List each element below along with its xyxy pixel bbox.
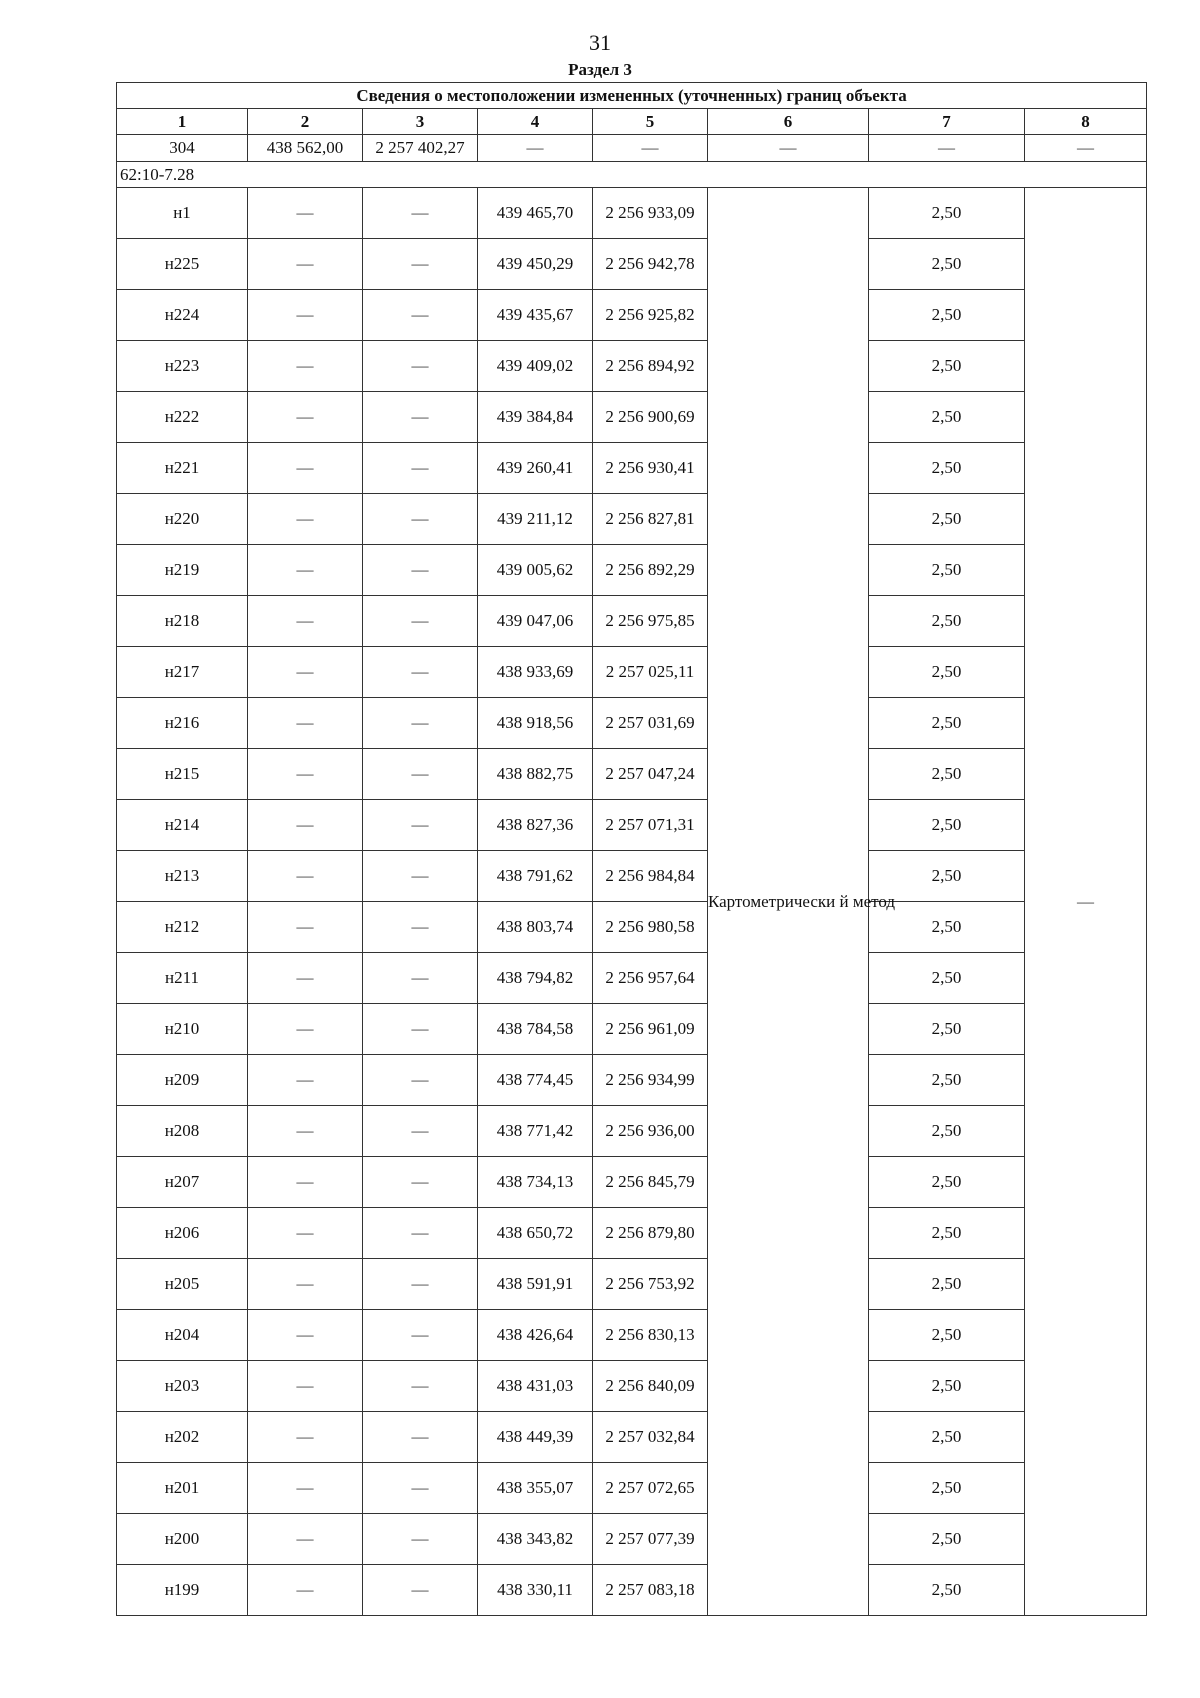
accuracy: 2,50 [869,1004,1025,1055]
accuracy: 2,50 [869,239,1025,290]
table-row [117,392,1147,443]
point-name: н205 [117,1259,248,1310]
new-x: 438 591,91 [478,1259,593,1310]
accuracy: 2,50 [869,188,1025,239]
old-x: — [248,1514,363,1565]
new-x: 438 882,75 [478,749,593,800]
old-y: — [363,1157,478,1208]
new-y: 2 256 930,41 [593,443,708,494]
old-y: — [363,1310,478,1361]
old-y: — [363,851,478,902]
ref-cell: 438 562,00 [248,135,363,162]
accuracy: 2,50 [869,392,1025,443]
column-number: 4 [478,109,593,135]
new-x: 438 794,82 [478,953,593,1004]
new-x: 438 774,45 [478,1055,593,1106]
new-x: 439 465,70 [478,188,593,239]
new-y: 2 256 957,64 [593,953,708,1004]
accuracy: 2,50 [869,1157,1025,1208]
column-number: 5 [593,109,708,135]
new-x: 438 933,69 [478,647,593,698]
old-x: — [248,902,363,953]
new-x: 439 435,67 [478,290,593,341]
new-y: 2 256 925,82 [593,290,708,341]
table-row [117,1361,1147,1412]
new-y: 2 256 936,00 [593,1106,708,1157]
old-y: — [363,800,478,851]
old-x: — [248,1412,363,1463]
new-x: 438 771,42 [478,1106,593,1157]
point-name: н199 [117,1565,248,1616]
old-y: — [363,1361,478,1412]
ref-cell: 304 [117,135,248,162]
old-y: — [363,341,478,392]
point-name: н201 [117,1463,248,1514]
point-name: н1 [117,188,248,239]
accuracy: 2,50 [869,1310,1025,1361]
accuracy: 2,50 [869,800,1025,851]
new-y: 2 256 934,99 [593,1055,708,1106]
accuracy: 2,50 [869,1463,1025,1514]
new-x: 439 260,41 [478,443,593,494]
old-y: — [363,290,478,341]
table-row [117,239,1147,290]
ref-cell: — [869,135,1025,162]
point-name: н216 [117,698,248,749]
new-y: 2 257 071,31 [593,800,708,851]
ref-cell: 2 257 402,27 [363,135,478,162]
table-row [117,953,1147,1004]
column-number: 8 [1025,109,1147,135]
accuracy: 2,50 [869,290,1025,341]
accuracy: 2,50 [869,1361,1025,1412]
column-number: 3 [363,109,478,135]
accuracy: 2,50 [869,1259,1025,1310]
table-row [117,596,1147,647]
column-8-cell: — [1025,188,1147,1616]
point-name: н220 [117,494,248,545]
new-x: 439 409,02 [478,341,593,392]
old-y: — [363,188,478,239]
accuracy: 2,50 [869,1055,1025,1106]
old-x: — [248,545,363,596]
old-x: — [248,647,363,698]
new-y: 2 256 980,58 [593,902,708,953]
old-x: — [248,188,363,239]
old-x: — [248,851,363,902]
new-x: 438 343,82 [478,1514,593,1565]
old-x: — [248,1259,363,1310]
old-y: — [363,239,478,290]
old-x: — [248,1004,363,1055]
new-x: 439 450,29 [478,239,593,290]
old-x: — [248,749,363,800]
accuracy: 2,50 [869,1412,1025,1463]
point-name: н211 [117,953,248,1004]
old-x: — [248,1208,363,1259]
column-number-row [117,109,1147,135]
new-y: 2 256 942,78 [593,239,708,290]
table-row [117,800,1147,851]
column-number: 1 [117,109,248,135]
new-x: 438 449,39 [478,1412,593,1463]
old-y: — [363,1004,478,1055]
accuracy: 2,50 [869,1106,1025,1157]
old-y: — [363,1412,478,1463]
table-row [117,1463,1147,1514]
old-x: — [248,1157,363,1208]
point-name: н218 [117,596,248,647]
new-y: 2 257 083,18 [593,1565,708,1616]
accuracy: 2,50 [869,749,1025,800]
boundary-table [116,82,1147,1616]
new-y: 2 256 840,09 [593,1361,708,1412]
new-y: 2 256 984,84 [593,851,708,902]
point-name: н221 [117,443,248,494]
new-y: 2 256 961,09 [593,1004,708,1055]
old-y: — [363,953,478,1004]
column-number: 7 [869,109,1025,135]
new-x: 438 426,64 [478,1310,593,1361]
new-x: 438 803,74 [478,902,593,953]
old-y: — [363,1106,478,1157]
new-x: 438 431,03 [478,1361,593,1412]
old-y: — [363,698,478,749]
parcel-row [117,162,1147,188]
accuracy: 2,50 [869,698,1025,749]
table-row [117,851,1147,902]
table-row [117,647,1147,698]
old-x: — [248,494,363,545]
point-name: н200 [117,1514,248,1565]
reference-point-row [117,135,1147,162]
caption-row [117,83,1147,109]
accuracy: 2,50 [869,341,1025,392]
ref-cell: — [1025,135,1147,162]
table-row [117,1157,1147,1208]
old-x: — [248,443,363,494]
point-name: н224 [117,290,248,341]
parcel-id: 62:10-7.28 [117,162,1147,188]
new-x: 438 784,58 [478,1004,593,1055]
accuracy: 2,50 [869,902,1025,953]
table-row [117,1208,1147,1259]
table-row [117,1565,1147,1616]
ref-cell: — [593,135,708,162]
column-number: 6 [708,109,869,135]
old-x: — [248,698,363,749]
accuracy: 2,50 [869,1514,1025,1565]
table-row [117,1259,1147,1310]
page-number: 31 [589,30,611,55]
old-x: — [248,1310,363,1361]
table-row [117,1055,1147,1106]
point-name: н202 [117,1412,248,1463]
old-y: — [363,1565,478,1616]
old-x: — [248,290,363,341]
old-y: — [363,1514,478,1565]
old-y: — [363,1463,478,1514]
new-x: 438 355,07 [478,1463,593,1514]
point-name: н206 [117,1208,248,1259]
new-y: 2 256 892,29 [593,545,708,596]
point-name: н222 [117,392,248,443]
accuracy: 2,50 [869,1208,1025,1259]
old-y: — [363,443,478,494]
new-y: 2 257 072,65 [593,1463,708,1514]
new-x: 438 650,72 [478,1208,593,1259]
old-y: — [363,647,478,698]
old-y: — [363,1208,478,1259]
point-name: н207 [117,1157,248,1208]
new-y: 2 256 900,69 [593,392,708,443]
new-y: 2 257 032,84 [593,1412,708,1463]
new-x: 438 330,11 [478,1565,593,1616]
method-cell: Картометрически й метод [708,188,869,1616]
new-x: 439 384,84 [478,392,593,443]
accuracy: 2,50 [869,596,1025,647]
new-y: 2 257 077,39 [593,1514,708,1565]
point-name: н213 [117,851,248,902]
old-y: — [363,494,478,545]
point-name: н219 [117,545,248,596]
table-row [117,1004,1147,1055]
new-x: 438 918,56 [478,698,593,749]
old-x: — [248,800,363,851]
point-name: н217 [117,647,248,698]
new-y: 2 256 830,13 [593,1310,708,1361]
accuracy: 2,50 [869,443,1025,494]
point-name: н215 [117,749,248,800]
table-row [117,749,1147,800]
point-name: н204 [117,1310,248,1361]
table-row [117,698,1147,749]
new-y: 2 256 845,79 [593,1157,708,1208]
point-name: н225 [117,239,248,290]
new-y: 2 256 933,09 [593,188,708,239]
old-x: — [248,1463,363,1514]
new-y: 2 257 031,69 [593,698,708,749]
table-row [117,1106,1147,1157]
new-x: 439 047,06 [478,596,593,647]
table-row [117,1310,1147,1361]
old-y: — [363,392,478,443]
new-x: 438 827,36 [478,800,593,851]
new-x: 439 005,62 [478,545,593,596]
point-name: н203 [117,1361,248,1412]
old-x: — [248,1565,363,1616]
point-name: н214 [117,800,248,851]
column-number: 2 [248,109,363,135]
old-y: — [363,596,478,647]
table-body [117,83,1147,1616]
old-y: — [363,902,478,953]
old-x: — [248,1106,363,1157]
accuracy: 2,50 [869,647,1025,698]
old-y: — [363,545,478,596]
old-x: — [248,239,363,290]
point-name: н223 [117,341,248,392]
point-name: н212 [117,902,248,953]
accuracy: 2,50 [869,851,1025,902]
old-y: — [363,1259,478,1310]
old-x: — [248,392,363,443]
accuracy: 2,50 [869,1565,1025,1616]
new-y: 2 256 879,80 [593,1208,708,1259]
old-x: — [248,596,363,647]
new-y: 2 256 894,92 [593,341,708,392]
table-row [117,902,1147,953]
table-row [117,443,1147,494]
table-row [117,341,1147,392]
table-row [117,545,1147,596]
old-x: — [248,1055,363,1106]
table-row [117,188,1147,239]
ref-cell: — [708,135,869,162]
table-caption: Сведения о местоположении измененных (уточненных) границ объекта [117,83,1147,109]
new-y: 2 257 025,11 [593,647,708,698]
new-x: 438 734,13 [478,1157,593,1208]
table-row [117,1514,1147,1565]
new-y: 2 256 753,92 [593,1259,708,1310]
accuracy: 2,50 [869,953,1025,1004]
table-row [117,290,1147,341]
point-name: н208 [117,1106,248,1157]
old-y: — [363,749,478,800]
new-x: 438 791,62 [478,851,593,902]
table-row [117,1412,1147,1463]
new-x: 439 211,12 [478,494,593,545]
point-name: н209 [117,1055,248,1106]
accuracy: 2,50 [869,545,1025,596]
old-y: — [363,1055,478,1106]
old-x: — [248,341,363,392]
accuracy: 2,50 [869,494,1025,545]
new-y: 2 256 975,85 [593,596,708,647]
old-x: — [248,953,363,1004]
table-row [117,494,1147,545]
section-title: Раздел 3 [568,60,632,79]
point-name: н210 [117,1004,248,1055]
ref-cell: — [478,135,593,162]
old-x: — [248,1361,363,1412]
new-y: 2 257 047,24 [593,749,708,800]
new-y: 2 256 827,81 [593,494,708,545]
